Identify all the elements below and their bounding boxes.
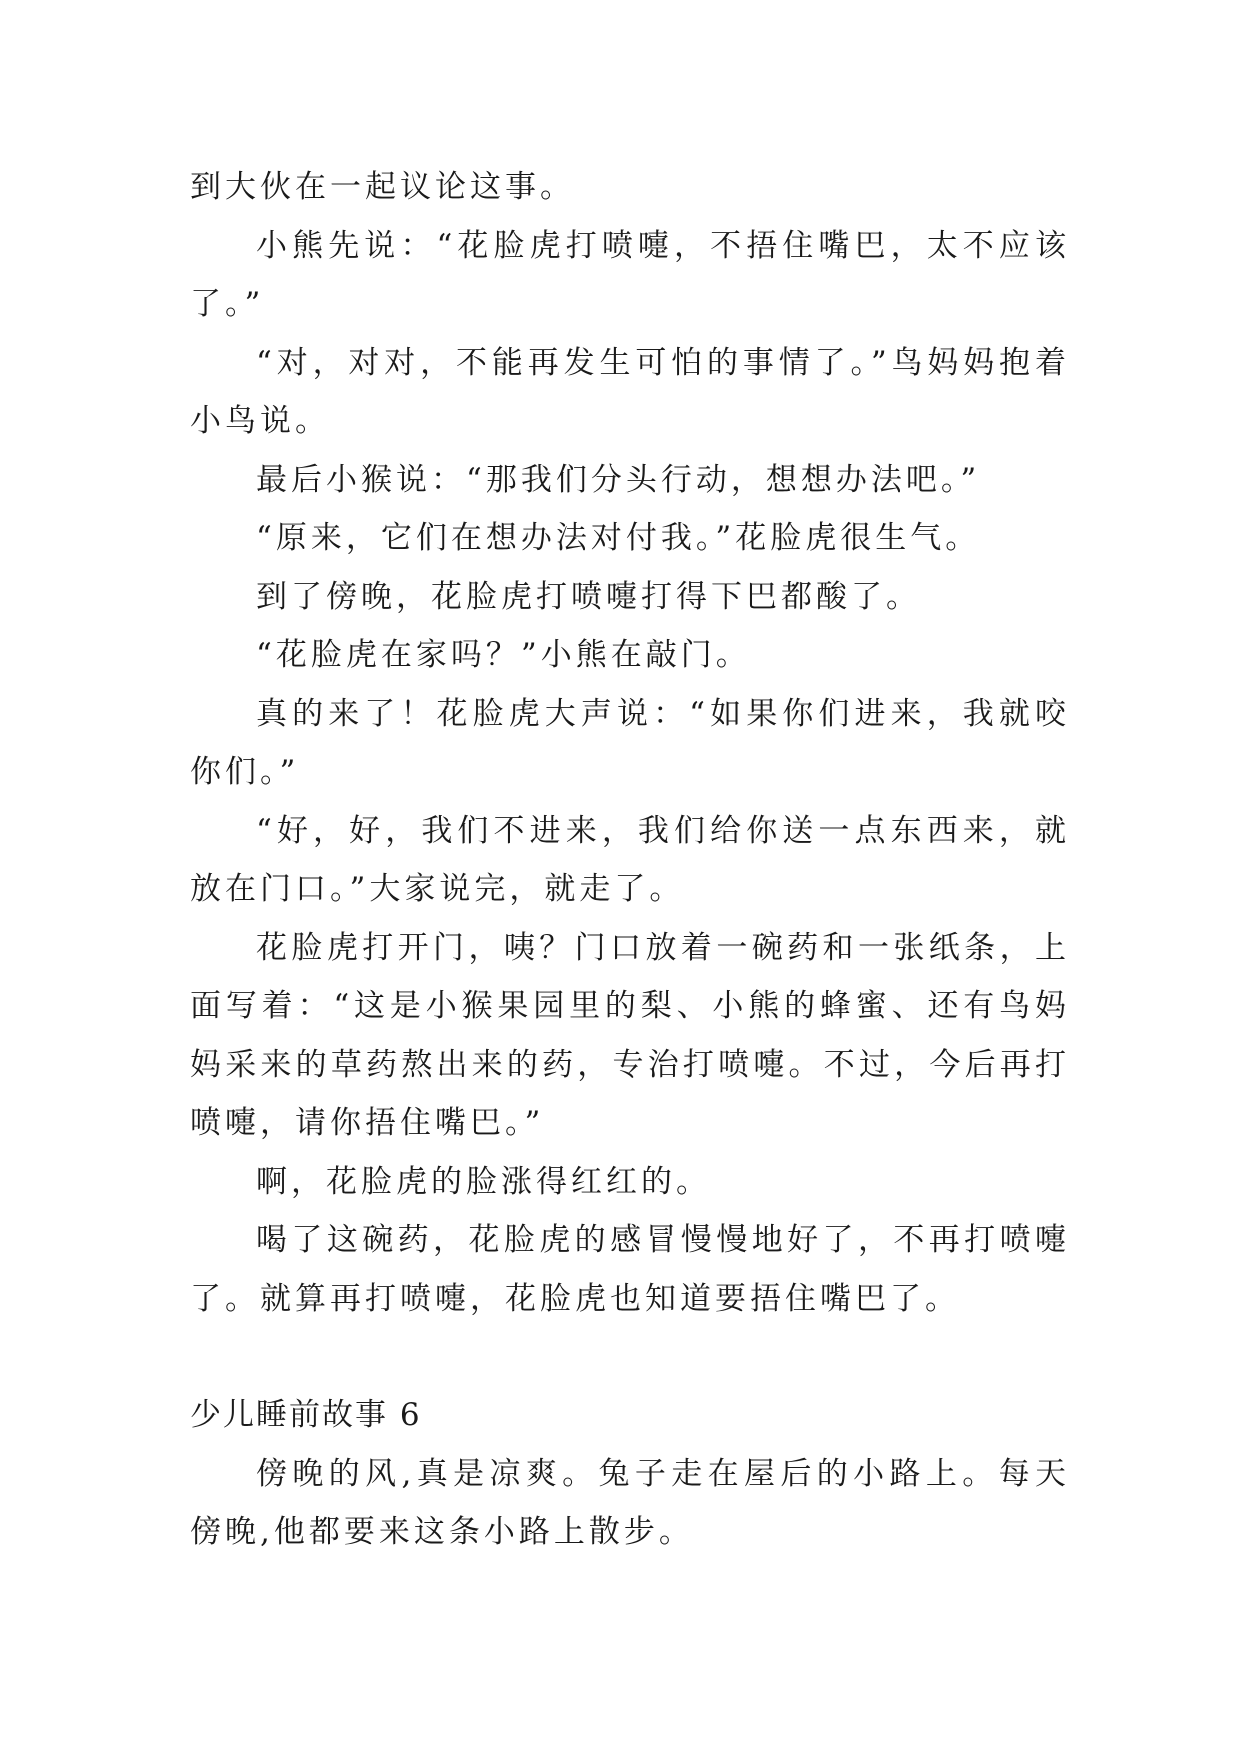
paragraph: “好，好，我们不进来，我们给你送一点东西来，就放在门口。”大家说完，就走了。	[190, 812, 1070, 907]
paragraph: 啊，花脸虎的脸涨得红红的。	[256, 1163, 711, 1200]
paragraph: “对，对对，不能再发生可怕的事情了。”鸟妈妈抱着小鸟说。	[190, 344, 1070, 439]
story-title: 少儿睡前故事 6	[190, 1397, 422, 1433]
paragraph: 傍晚的风,真是凉爽。兔子走在屋后的小路上。每天傍晚,他都要来这条小路上散步。	[190, 1455, 1070, 1550]
paragraph: 最后小猴说：“那我们分头行动，想想办法吧。”	[256, 461, 981, 498]
paragraph: “原来，它们在想办法对付我。”花脸虎很生气。	[256, 520, 981, 556]
paragraph: “花脸虎在家吗？”小熊在敲门。	[256, 637, 751, 673]
paragraph: 花脸虎打开门，咦？门口放着一碗药和一张纸条，上面写着：“这是小猴果园里的梨、小熊的蜂蜜、还有鸟妈妈采来的草药熬出来的药，专治打喷嚏。不过，今后再打喷嚏，请你捂住嘴巴。”	[190, 929, 1070, 1141]
paragraph: 小熊先说：“花脸虎打喷嚏，不捂住嘴巴，太不应该了。”	[190, 227, 1070, 322]
paragraph: 到大伙在一起议论这事。	[190, 169, 575, 205]
paragraph: 真的来了！花脸虎大声说：“如果你们进来，我就咬你们。”	[190, 695, 1070, 790]
paragraph: 到了傍晚，花脸虎打喷嚏打得下巴都酸了。	[256, 578, 921, 615]
paragraph: 喝了这碗药，花脸虎的感冒慢慢地好了，不再打喷嚏了。就算再打喷嚏，花脸虎也知道要捂住嘴巴了。	[190, 1222, 1070, 1317]
document-body	[190, 158, 1070, 1562]
